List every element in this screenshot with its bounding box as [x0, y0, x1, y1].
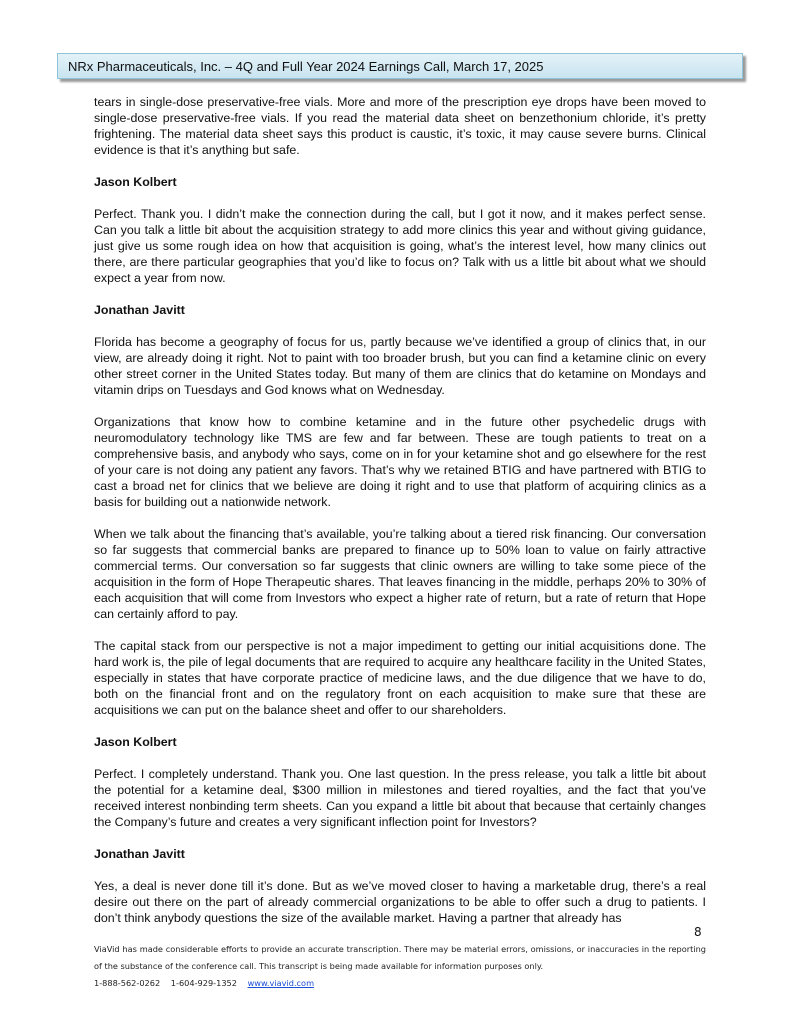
transcript-paragraph: When we talk about the financing that’s available, you’re talking about a tiered risk financing. Our conversation so far suggests that commercial banks are prepared to finance up to 50% loan to value on fairly attractive commercial terms. Our conversation so far suggests that clinic owners are willing to take some piece of the acquisition in the form of Hope Therapeutic shares. That leaves financing in the middle, perhaps 20% to 30% of each acquisition that will come from Investors who expect a higher rate of return, but a rate of return that Hope can certainly afford to pay.	[94, 527, 706, 621]
speaker-name: Jonathan Javitt	[94, 847, 185, 861]
speaker-name: Jason Kolbert	[94, 735, 177, 749]
speaker-name: Jason Kolbert	[94, 175, 177, 189]
footer-phone-tollfree: 1-888-562-0262	[94, 978, 161, 988]
transcript-paragraph: The capital stack from our perspective is not a major impediment to getting our initial acquisitions done. The hard work is, the pile of legal documents that are required to acquire any healthcare facility in the United States, especially in states that have corporate practice of medicine laws, and the due diligence that we have to do, both on the financial front and on the regulatory front on each acquisition to make sure that these are acquisitions we can put on the balance sheet and offer to our shareholders.	[94, 639, 706, 717]
speaker-name: Jonathan Javitt	[94, 303, 185, 317]
footer-website-link[interactable]: www.viavid.com	[247, 978, 315, 988]
page-footer	[94, 941, 706, 992]
transcript-paragraph: tears in single-dose preservative-free vials. More and more of the prescription eye drops have been moved to single-dose preservative-free vials. If you read the material data sheet on benzethonium chloride, it’s pretty frightening. The material data sheet says this product is caustic, it’s toxic, it may cause severe burns. Clinical evidence is that it’s anything but safe.	[94, 95, 706, 157]
footer-contacts	[94, 975, 706, 992]
page-number: 8	[694, 925, 702, 939]
transcript-paragraph: Perfect. Thank you. I didn’t make the connection during the call, but I got it now, and it makes perfect sense. Can you talk a little bit about the acquisition strategy to add more clinics this year and without giving guidance, just give us some rough idea on how that acquisition is going, what’s the interest level, how many clinics out there, are there particular geographies that you’d like to focus on? Talk with us a little bit about what we should expect a year from now.	[94, 207, 706, 285]
page-header-title: NRx Pharmaceuticals, Inc. – 4Q and Full Year 2024 Earnings Call, March 17, 2025	[68, 59, 544, 74]
transcript-paragraph: Perfect. I completely understand. Thank you. One last question. In the press release, you talk a little bit about the potential for a ketamine deal, $300 million in milestones and tiered royalties, and the fact that you’ve received interest nonbinding term sheets. Can you expand a little bit about that because that certainly changes the Company’s future and creates a very significant inflection point for Investors?	[94, 767, 706, 829]
page-header-bar	[57, 53, 743, 79]
transcript-body	[94, 94, 706, 942]
footer-disclaimer: ViaVid has made considerable efforts to provide an accurate transcription. There may be material errors, omissions, or inaccuracies in the reporting of the substance of the conference call. This transcript is being made available for information purposes only.	[94, 944, 706, 971]
transcript-paragraph: Organizations that know how to combine ketamine and in the future other psychedelic drugs with neuromodulatory technology like TMS are few and far between. These are tough patients to treat on a comprehensive basis, and anybody who says, come on in for your ketamine shot and go elsewhere for the rest of your care is not doing any patient any favors. That’s why we retained BTIG and have partnered with BTIG to cast a broad net for clinics that we believe are doing it right and to use that platform of acquiring clinics as a basis for building out a nationwide network.	[94, 415, 706, 509]
transcript-paragraph: Florida has become a geography of focus for us, partly because we’ve identified a group of clinics that, in our view, are already doing it right. Not to paint with too broader brush, but you can find a ketamine clinic on every other street corner in the United States today. But many of them are clinics that do ketamine on Mondays and vitamin drips on Tuesdays and God knows what on Wednesday.	[94, 335, 706, 397]
transcript-paragraph: Yes, a deal is never done till it’s done. But as we’ve moved closer to having a marketable drug, there’s a real desire out there on the part of already commercial organizations to be able to offer such a drug to patients. I don’t think anybody questions the size of the available market. Having a partner that already has	[94, 879, 706, 925]
footer-phone-local: 1-604-929-1352	[170, 978, 237, 988]
